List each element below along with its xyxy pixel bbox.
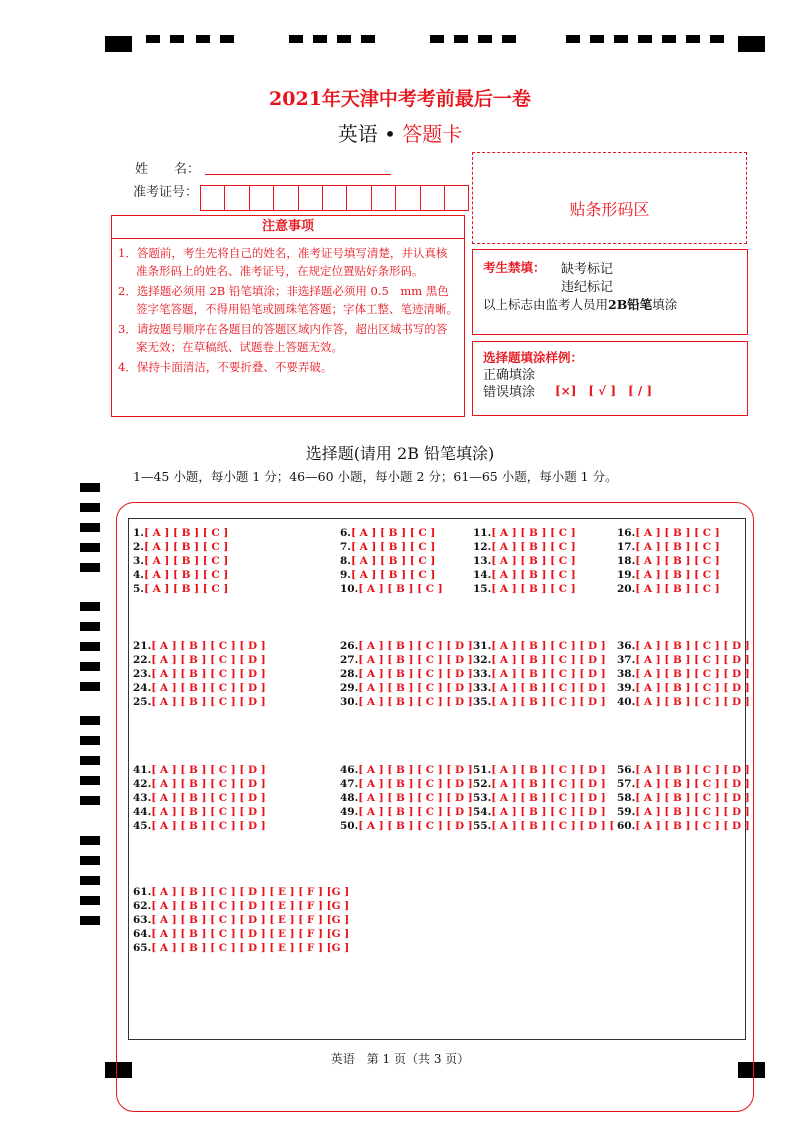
question-row[interactable] <box>340 805 473 819</box>
question-number: 40. <box>617 696 636 708</box>
answer-options[interactable]: [ A ] [ B ] [ C ] [ D ] <box>151 820 266 832</box>
question-row[interactable] <box>133 667 266 681</box>
question-row[interactable] <box>617 639 750 653</box>
question-row[interactable] <box>473 653 606 667</box>
question-number: 58. <box>617 792 636 804</box>
subtitle-dot: • <box>384 122 396 146</box>
question-number: 18. <box>617 555 636 567</box>
question-number: 3. <box>133 555 144 567</box>
question-number: 25. <box>133 696 152 708</box>
timing-mark <box>80 682 100 691</box>
timing-mark <box>566 35 580 43</box>
question-number: 10. <box>340 583 359 595</box>
answer-options[interactable]: [ A ] [ B ] [ C ] <box>143 527 229 539</box>
question-number: 47. <box>340 778 359 790</box>
question-row[interactable] <box>473 791 614 805</box>
question-row[interactable] <box>133 568 228 582</box>
name-input-line[interactable] <box>205 174 391 175</box>
question-row[interactable] <box>133 913 349 927</box>
question-row[interactable] <box>617 791 750 805</box>
question-number: 57. <box>617 778 636 790</box>
timing-mark <box>80 602 100 611</box>
question-row[interactable] <box>617 554 720 568</box>
question-row[interactable] <box>617 805 750 819</box>
question-column <box>340 763 473 833</box>
timing-mark <box>146 35 160 43</box>
question-number: 63. <box>133 914 152 926</box>
answer-options[interactable]: [ A ] [ B ] [ C ] [ D ] <box>151 764 266 776</box>
question-column <box>340 526 443 596</box>
id-digit-box[interactable] <box>371 185 396 211</box>
timing-mark <box>686 35 700 43</box>
question-number: 28. <box>340 668 359 680</box>
notice-item-4: 4．保持卡面清洁，不要折叠、不要弄破。 <box>118 360 333 374</box>
answer-options[interactable]: [ A ] [ B ] [ C ] [ D ] <box>635 806 750 818</box>
notice-item-3: 3．请按题号顺序在各题目的答题区域内作答，超出区域书写的答案无效；在草稿纸、试题卷上答题无效。 <box>118 322 448 354</box>
question-number: 37. <box>617 654 636 666</box>
question-column <box>473 639 606 709</box>
answer-options[interactable]: [ A ] [ B ] [ C ] <box>143 569 229 581</box>
wrong-marks: [×] [ √ ] [ / ] <box>555 384 653 398</box>
question-column <box>133 885 349 955</box>
question-number: 12. <box>473 541 492 553</box>
answer-options[interactable]: [ A ] [ B ] [ C ] <box>350 541 436 553</box>
answer-options[interactable]: [ A ] [ B ] [ C ] <box>358 583 443 595</box>
timing-mark <box>502 35 516 43</box>
question-number: 56. <box>617 764 636 776</box>
question-number: 61. <box>133 886 152 898</box>
timing-mark <box>80 503 100 512</box>
question-row[interactable] <box>473 819 614 833</box>
answer-options[interactable]: [ A ] [ B ] [ C ] [ D ] <box>151 640 266 652</box>
answer-options[interactable]: [ A ] [ B ] [ C ] <box>350 569 436 581</box>
question-number: 59. <box>617 806 636 818</box>
question-row[interactable] <box>340 667 473 681</box>
answer-options[interactable]: [ A ] [ B ] [ C ] <box>491 583 576 595</box>
question-row[interactable] <box>133 526 228 540</box>
question-row[interactable] <box>133 540 228 554</box>
question-row[interactable] <box>617 695 750 709</box>
answer-options[interactable]: [ A ] [ B ] [ C ] <box>143 583 229 595</box>
answer-options[interactable]: [ A ] [ B ] [ C ] [ D ] <box>151 696 266 708</box>
question-column <box>133 763 266 833</box>
timing-mark <box>80 856 100 865</box>
answer-options[interactable]: [ A ] [ B ] [ C ] [ D ] <box>151 806 266 818</box>
question-row[interactable] <box>473 639 606 653</box>
question-number: 48. <box>340 792 359 804</box>
question-row[interactable] <box>473 526 576 540</box>
timing-mark <box>80 563 100 572</box>
answer-options[interactable]: [ A ] [ B ] [ C ] [ D ] <box>635 654 750 666</box>
id-digit-box[interactable] <box>200 185 225 211</box>
answer-options[interactable]: [ A ] [ B ] [ C ] <box>635 583 720 595</box>
wrong-label: 错误填涂 <box>483 385 536 400</box>
timing-mark <box>80 662 100 671</box>
question-number: 16. <box>617 527 636 539</box>
answer-options[interactable]: [ A ] [ B ] [ C ] [ D ] <box>358 806 473 818</box>
id-digit-box[interactable] <box>420 185 445 211</box>
question-row[interactable] <box>617 526 720 540</box>
question-number: 15. <box>473 583 492 595</box>
question-number: 62. <box>133 900 152 912</box>
notice-item-1: 1．答题前，考生先将自己的姓名，准考证号填写清楚，并认真核准条形码上的姓名、准考证号，在规定位置贴好条形码。 <box>118 246 448 278</box>
question-number: 44. <box>133 806 152 818</box>
answer-options[interactable]: [ A ] [ B ] [ C ] [ D ] <box>358 778 473 790</box>
answer-options[interactable]: [ A ] [ B ] [ C ] [ D ] <box>635 792 750 804</box>
question-number: 46. <box>340 764 359 776</box>
question-number: 45. <box>133 820 152 832</box>
question-row[interactable] <box>340 819 473 833</box>
timing-mark <box>80 716 100 725</box>
timing-mark <box>430 35 444 43</box>
question-row[interactable] <box>340 568 443 582</box>
id-digit-box[interactable] <box>322 185 347 211</box>
question-row[interactable] <box>617 681 750 695</box>
question-row[interactable] <box>133 805 266 819</box>
question-row[interactable] <box>617 653 750 667</box>
id-digit-box[interactable] <box>249 185 274 211</box>
question-column <box>617 639 750 709</box>
barcode-label: 贴条形码区 <box>569 200 650 219</box>
id-digit-box[interactable] <box>224 185 249 211</box>
question-row[interactable] <box>473 805 614 819</box>
timing-mark <box>313 35 327 43</box>
question-number: 9. <box>340 569 351 581</box>
question-number: 21. <box>133 640 152 652</box>
timing-mark <box>80 836 100 845</box>
question-row[interactable] <box>617 540 720 554</box>
exam-id-boxes[interactable] <box>201 185 469 211</box>
timing-mark <box>80 796 100 805</box>
timing-mark <box>80 523 100 532</box>
question-number: 31. <box>473 640 492 652</box>
question-number: 8. <box>340 555 351 567</box>
answer-options[interactable]: [ A ] [ B ] [ C ] [ D ] <box>635 764 750 776</box>
question-number: 13. <box>473 555 492 567</box>
question-number: 64. <box>133 928 152 940</box>
question-number: 53. <box>473 792 492 804</box>
timing-mark <box>361 35 375 43</box>
question-row[interactable] <box>133 582 228 596</box>
question-row[interactable] <box>617 582 720 596</box>
question-number: 4. <box>133 569 144 581</box>
question-number: 60. <box>617 820 636 832</box>
question-row[interactable] <box>473 568 576 582</box>
forbid-note <box>483 295 677 313</box>
answer-options[interactable]: [ A ] [ B ] [ C ] <box>143 555 229 567</box>
answer-options[interactable]: [ A ] [ B ] [ C ] [ D ] <box>491 792 606 804</box>
question-number: 41. <box>133 764 152 776</box>
question-number: 54. <box>473 806 492 818</box>
timing-mark <box>80 876 100 885</box>
question-number: 29. <box>340 682 359 694</box>
sample-box <box>472 341 748 416</box>
notice-heading: 注意事项 <box>112 216 464 239</box>
question-row[interactable] <box>133 899 349 913</box>
question-number: 36. <box>617 640 636 652</box>
corner-mark <box>105 36 132 52</box>
question-row[interactable] <box>473 540 576 554</box>
answer-options[interactable]: [ A ] [ B ] [ C ] [ D ] [ <box>491 820 615 832</box>
question-column <box>473 763 614 833</box>
question-row[interactable] <box>340 777 473 791</box>
question-column <box>617 763 750 833</box>
question-row[interactable] <box>473 667 606 681</box>
answer-options[interactable]: [ A ] [ B ] [ C ] [ D ] [ E ] [ F ] [G ] <box>151 914 350 926</box>
question-column <box>473 526 576 596</box>
question-number: 51. <box>473 764 492 776</box>
question-number: 27. <box>340 654 359 666</box>
timing-mark <box>289 35 303 43</box>
question-number: 2. <box>133 541 144 553</box>
answer-options[interactable]: [ A ] [ B ] [ C ] <box>635 555 720 567</box>
id-label: 准考证号： <box>133 185 199 200</box>
page-footer: 英语 第 1 页（共 3 页） <box>330 1052 470 1066</box>
question-number: 24. <box>133 682 152 694</box>
question-number: 11. <box>473 527 492 539</box>
correct-label: 正确填涂 <box>483 368 536 383</box>
timing-mark <box>662 35 676 43</box>
answer-options[interactable]: [ A ] [ B ] [ C ] <box>635 569 720 581</box>
timing-mark <box>80 776 100 785</box>
question-row[interactable] <box>340 695 473 709</box>
timing-mark <box>638 35 652 43</box>
answer-options[interactable]: [ A ] [ B ] [ C ] [ D ] <box>491 640 606 652</box>
answer-options[interactable]: [ A ] [ B ] [ C ] [ D ] <box>151 778 266 790</box>
section-title: 选择题(请用 2B 铅笔填涂) <box>305 444 495 463</box>
timing-mark <box>710 35 724 43</box>
answer-options[interactable]: [ A ] [ B ] [ C ] [ D ] <box>491 778 606 790</box>
answer-options[interactable]: [ A ] [ B ] [ C ] [ D ] <box>358 764 473 776</box>
timing-mark <box>80 736 100 745</box>
answer-options[interactable]: [ A ] [ B ] [ C ] [ D ] <box>635 820 750 832</box>
question-number: 22. <box>133 654 152 666</box>
timing-mark <box>80 916 100 925</box>
timing-mark <box>590 35 604 43</box>
question-row[interactable] <box>617 777 750 791</box>
question-row[interactable] <box>133 763 266 777</box>
question-row[interactable] <box>473 554 576 568</box>
answer-options[interactable]: [ A ] [ B ] [ C ] [ D ] <box>491 654 606 666</box>
id-digit-box[interactable] <box>444 185 469 211</box>
question-row[interactable] <box>340 763 473 777</box>
question-row[interactable] <box>340 639 473 653</box>
answer-options[interactable]: [ A ] [ B ] [ C ] [ D ] <box>491 682 606 694</box>
answer-options[interactable]: [ A ] [ B ] [ C ] [ D ] <box>151 654 266 666</box>
question-column <box>340 639 473 709</box>
name-label: 姓 名： <box>135 162 201 177</box>
notice-item-2: 2．选择题必须用 2B 铅笔填涂；非选择题必须用 0.5 mm 黑色签字笔答题，不得用铅笔或圆珠笔答题；字体工整、笔迹清晰。 <box>118 284 458 316</box>
question-number: 14. <box>473 569 492 581</box>
question-row[interactable] <box>133 885 349 899</box>
question-column <box>133 639 266 709</box>
answer-options[interactable]: [ A ] [ B ] [ C ] <box>491 527 576 539</box>
notice-box <box>111 215 465 417</box>
answer-options[interactable]: [ A ] [ B ] [ C ] [ D ] <box>151 682 266 694</box>
question-row[interactable] <box>133 695 266 709</box>
question-row[interactable] <box>133 554 228 568</box>
question-column <box>617 526 720 596</box>
question-number: 33. <box>473 668 492 680</box>
question-number: 32. <box>473 654 492 666</box>
question-row[interactable] <box>617 819 750 833</box>
question-number: 50. <box>340 820 359 832</box>
answer-options[interactable]: [ A ] [ B ] [ C ] [ D ] <box>491 806 606 818</box>
corner-mark <box>738 36 765 52</box>
question-row[interactable] <box>340 540 443 554</box>
answer-options[interactable]: [ A ] [ B ] [ C ] [ D ] [ E ] [ F ] [G ] <box>151 928 350 940</box>
question-number: 30. <box>340 696 359 708</box>
question-number: 55. <box>473 820 492 832</box>
answer-options[interactable]: [ A ] [ B ] [ C ] [ D ] <box>151 668 266 680</box>
absent-mark-label[interactable]: 缺考标记 <box>561 262 614 277</box>
forbid-heading: 考生禁填： <box>483 260 546 275</box>
question-row[interactable] <box>133 653 266 667</box>
answer-options[interactable]: [ A ] [ B ] [ C ] [ D ] <box>635 682 750 694</box>
question-number: 7. <box>340 541 351 553</box>
answer-options[interactable]: [ A ] [ B ] [ C ] <box>350 527 436 539</box>
question-row[interactable] <box>133 681 266 695</box>
timing-mark <box>196 35 210 43</box>
question-number: 42. <box>133 778 152 790</box>
answer-options[interactable]: [ A ] [ B ] [ C ] <box>635 541 720 553</box>
question-row[interactable] <box>473 695 606 709</box>
sample-heading: 选择题填涂样例： <box>483 350 584 365</box>
card-subtitle <box>0 118 800 147</box>
question-row[interactable] <box>133 777 266 791</box>
question-number: 23. <box>133 668 152 680</box>
question-number: 43. <box>133 792 152 804</box>
question-row[interactable] <box>617 667 750 681</box>
question-row[interactable] <box>473 777 614 791</box>
forbid-note-prefix: 以上标志由监考人员用 <box>483 297 609 312</box>
answer-options[interactable]: [ A ] [ B ] [ C ] [ D ] <box>491 764 606 776</box>
question-row[interactable] <box>473 763 614 777</box>
question-row[interactable] <box>340 791 473 805</box>
answer-options[interactable]: [ A ] [ B ] [ C ] [ D ] [ E ] [ F ] [G ] <box>151 942 350 954</box>
answer-options[interactable]: [ A ] [ B ] [ C ] [ D ] <box>151 792 266 804</box>
timing-mark <box>80 896 100 905</box>
question-row[interactable] <box>133 639 266 653</box>
id-digit-box[interactable] <box>273 185 298 211</box>
question-row[interactable] <box>340 653 473 667</box>
subject-label: 英语 <box>337 122 378 146</box>
answer-options[interactable]: [ A ] [ B ] [ C ] [ D ] <box>358 640 473 652</box>
answer-options[interactable]: [ A ] [ B ] [ C ] [ D ] <box>491 696 606 708</box>
question-row[interactable] <box>133 927 349 941</box>
answer-options[interactable]: [ A ] [ B ] [ C ] [ D ] <box>635 778 750 790</box>
answer-options[interactable]: [ A ] [ B ] [ C ] [ D ] <box>358 696 473 708</box>
answer-options[interactable]: [ A ] [ B ] [ C ] [ D ] <box>635 640 750 652</box>
forbid-box <box>472 249 748 335</box>
question-row[interactable] <box>617 763 750 777</box>
timing-mark <box>80 642 100 651</box>
timing-mark <box>80 622 100 631</box>
question-row[interactable] <box>340 526 443 540</box>
timing-mark <box>478 35 492 43</box>
question-column <box>133 526 228 596</box>
question-row[interactable] <box>340 554 443 568</box>
id-digit-box[interactable] <box>346 185 371 211</box>
question-row[interactable] <box>473 681 606 695</box>
question-number: 5. <box>133 583 144 595</box>
card-label: 答题卡 <box>402 122 463 146</box>
question-number: 65. <box>133 942 152 954</box>
timing-mark <box>614 35 628 43</box>
question-number: 26. <box>340 640 359 652</box>
question-row[interactable] <box>473 582 576 596</box>
question-number: 20. <box>617 583 636 595</box>
question-number: 35. <box>473 696 492 708</box>
id-digit-box[interactable] <box>298 185 323 211</box>
question-row[interactable] <box>340 582 443 596</box>
answer-options[interactable]: [ A ] [ B ] [ C ] <box>491 555 576 567</box>
section-subtitle: 1—45 小题，每小题 1 分；46—60 小题，每小题 2 分；61—65 小题，每小题 1 分。 <box>133 469 618 484</box>
answer-options[interactable]: [ A ] [ B ] [ C ] [ D ] <box>358 668 473 680</box>
answer-options[interactable]: [ A ] [ B ] [ C ] [ D ] <box>491 668 606 680</box>
answer-options[interactable]: [ A ] [ B ] [ C ] [ D ] <box>358 820 473 832</box>
answer-options[interactable]: [ A ] [ B ] [ C ] [ D ] <box>635 668 750 680</box>
answer-options[interactable]: [ A ] [ B ] [ C ] <box>491 541 576 553</box>
timing-mark <box>80 543 100 552</box>
question-number: 38. <box>617 668 636 680</box>
timing-mark <box>454 35 468 43</box>
question-number: 49. <box>340 806 359 818</box>
question-number: 52. <box>473 778 492 790</box>
answer-options[interactable]: [ A ] [ B ] [ C ] [ D ] <box>358 682 473 694</box>
forbid-note-suffix: 填涂 <box>652 297 678 312</box>
question-row[interactable] <box>133 819 266 833</box>
timing-mark <box>80 483 100 492</box>
answer-options[interactable]: [ A ] [ B ] [ C ] [ D ] <box>358 792 473 804</box>
question-number: 19. <box>617 569 636 581</box>
timing-mark <box>337 35 351 43</box>
answer-options[interactable]: [ A ] [ B ] [ C ] <box>635 527 720 539</box>
question-row[interactable] <box>133 941 349 955</box>
timing-mark <box>220 35 234 43</box>
forbid-note-bold: 2B铅笔 <box>608 297 653 312</box>
answer-options[interactable]: [ A ] [ B ] [ C ] [ D ] [ E ] [ F ] [G ] <box>151 900 350 912</box>
exam-title: 2021年天津中考考前最后一卷 <box>269 88 531 110</box>
question-number: 1. <box>133 527 144 539</box>
question-number: 6. <box>340 527 351 539</box>
id-digit-box[interactable] <box>395 185 420 211</box>
answer-options[interactable]: [ A ] [ B ] [ C ] <box>350 555 436 567</box>
question-row[interactable] <box>340 681 473 695</box>
violation-mark-label[interactable]: 违纪标记 <box>561 280 614 295</box>
question-number: 17. <box>617 541 636 553</box>
timing-mark <box>170 35 184 43</box>
answer-options[interactable]: [ A ] [ B ] [ C ] <box>491 569 576 581</box>
question-number: 39. <box>617 682 636 694</box>
question-row[interactable] <box>617 568 720 582</box>
barcode-area <box>472 152 747 244</box>
question-row[interactable] <box>133 791 266 805</box>
question-number: 33. <box>473 682 492 694</box>
answer-options[interactable]: [ A ] [ B ] [ C ] <box>143 541 229 553</box>
timing-mark <box>80 756 100 765</box>
answer-options[interactable]: [ A ] [ B ] [ C ] [ D ] <box>358 654 473 666</box>
answer-options[interactable]: [ A ] [ B ] [ C ] [ D ] [ E ] [ F ] [G ] <box>151 886 350 898</box>
answer-options[interactable]: [ A ] [ B ] [ C ] [ D ] <box>635 696 750 708</box>
